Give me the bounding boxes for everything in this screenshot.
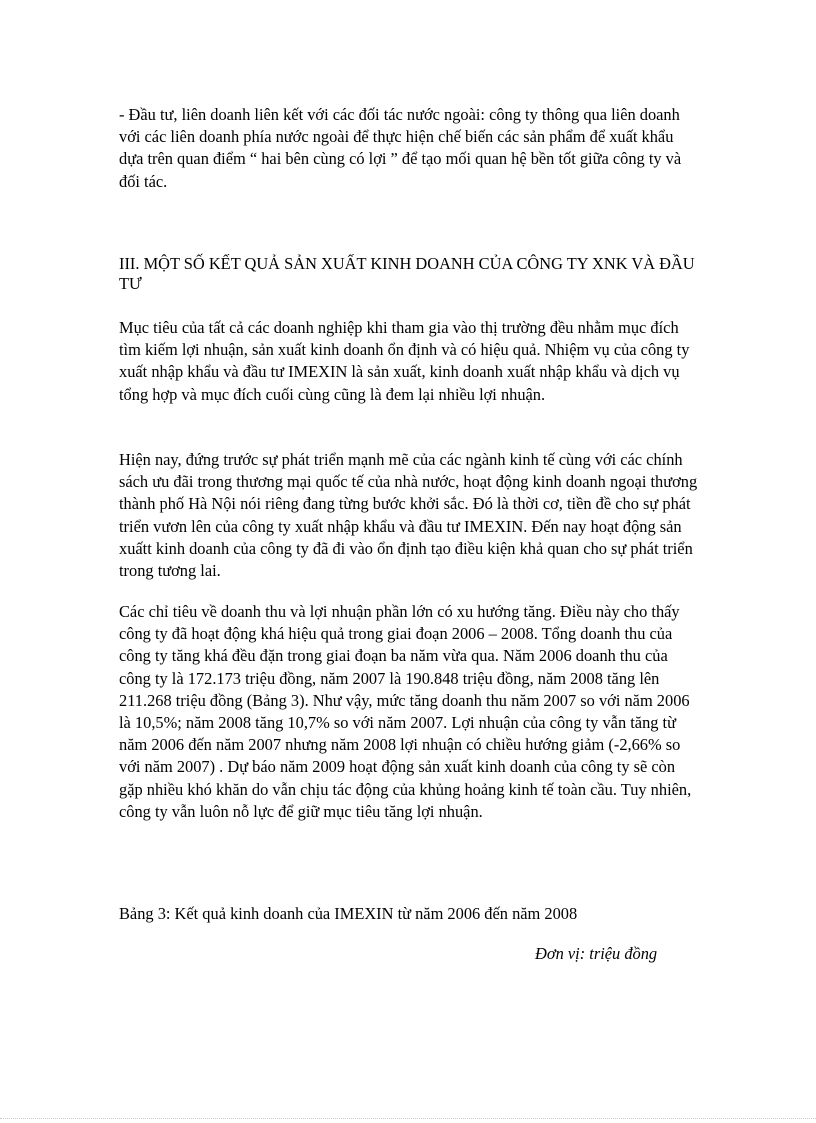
page-break-divider [0, 1118, 816, 1119]
intro-paragraph: - Đầu tư, liên doanh liên kết với các đối tác nước ngoài: công ty thông qua liên doanh với các liên doanh phía nước ngoài để thực hiện chế biến các sản phẩm để xuất khẩu dựa trên quan điểm “ hai bên cùng có lợi ” để tạo mối quan hệ bền tốt giữa công ty và đối tác. [119, 105, 682, 191]
section-heading: III. MỘT SỐ KẾT QUẢ SẢN XUẤT KINH DOANH CỦA CÔNG TY XNK VÀ ĐẦU TƯ [119, 254, 695, 293]
body-paragraph-3: Các chỉ tiêu về doanh thu và lợi nhuận phần lớn có xu hướng tăng. Điều này cho thấy công ty đã hoạt động khá hiệu quả trong giai đoạn 2006 – 2008. Tổng doanh thu của công ty tăng khá đều đặn trong giai đoạn ba năm vừa qua. Năm 2006 doanh thu của công ty là 172.173 triệu đồng, năm 2007 là 190.848 triệu đồng, năm 2008 tăng lên 211.268 triệu đồng (Bảng 3). Như vậy, mức tăng doanh thu năm 2007 so với năm 2006 là 10,5%; năm 2008 tăng 10,7% so với năm 2007. Lợi nhuận của công ty vẫn tăng từ năm 2006 đến năm 2007 nhưng năm 2008 lợi nhuận có chiều hướng giảm (-2,66% so với năm 2007) . Dự báo năm 2009 hoạt động sản xuất kinh doanh của công ty sẽ còn gặp nhiều khó khăn do vẫn chịu tác động của khủng hoảng kinh tế toàn cầu. Tuy nhiên, công ty vẫn luôn nỗ lực để giữ mục tiêu tăng lợi nhuận. [119, 602, 692, 821]
table-caption: Bảng 3: Kết quả kinh doanh của IMEXIN từ năm 2006 đến năm 2008 [119, 904, 578, 923]
body-paragraph-2: Hiện nay, đứng trước sự phát triển mạnh mẽ của các ngành kinh tế cùng với các chính sách ưu đãi trong thương mại quốc tế của nhà nước, hoạt động kinh doanh ngoại thương thành phố Hà Nội nói riêng đang từng bước khởi sắc. Đó là thời cơ, tiền đề cho sự phát triển vươn lên của công ty xuất nhập khẩu và đầu tư IMEXIN. Đến nay hoạt động sản xuấtt kinh doanh của công ty đã đi vào ổn định tạo điều kiện khả quan cho sự phát triển trong tương lai. [119, 450, 698, 581]
body-paragraph-1: Mục tiêu của tất cả các doanh nghiệp khi tham gia vào thị trường đều nhằm mục đích tìm kiếm lợi nhuận, sản xuất kinh doanh ổn định và có hiệu quả. Nhiệm vụ của công ty xuất nhập khẩu và đầu tư IMEXIN là sản xuất, kinh doanh xuất nhập khẩu và dịch vụ tổng hợp và mục đích cuối cùng cũng là đem lại nhiều lợi nhuận. [119, 318, 690, 404]
unit-label: Đơn vị: triệu đồng [535, 944, 658, 963]
